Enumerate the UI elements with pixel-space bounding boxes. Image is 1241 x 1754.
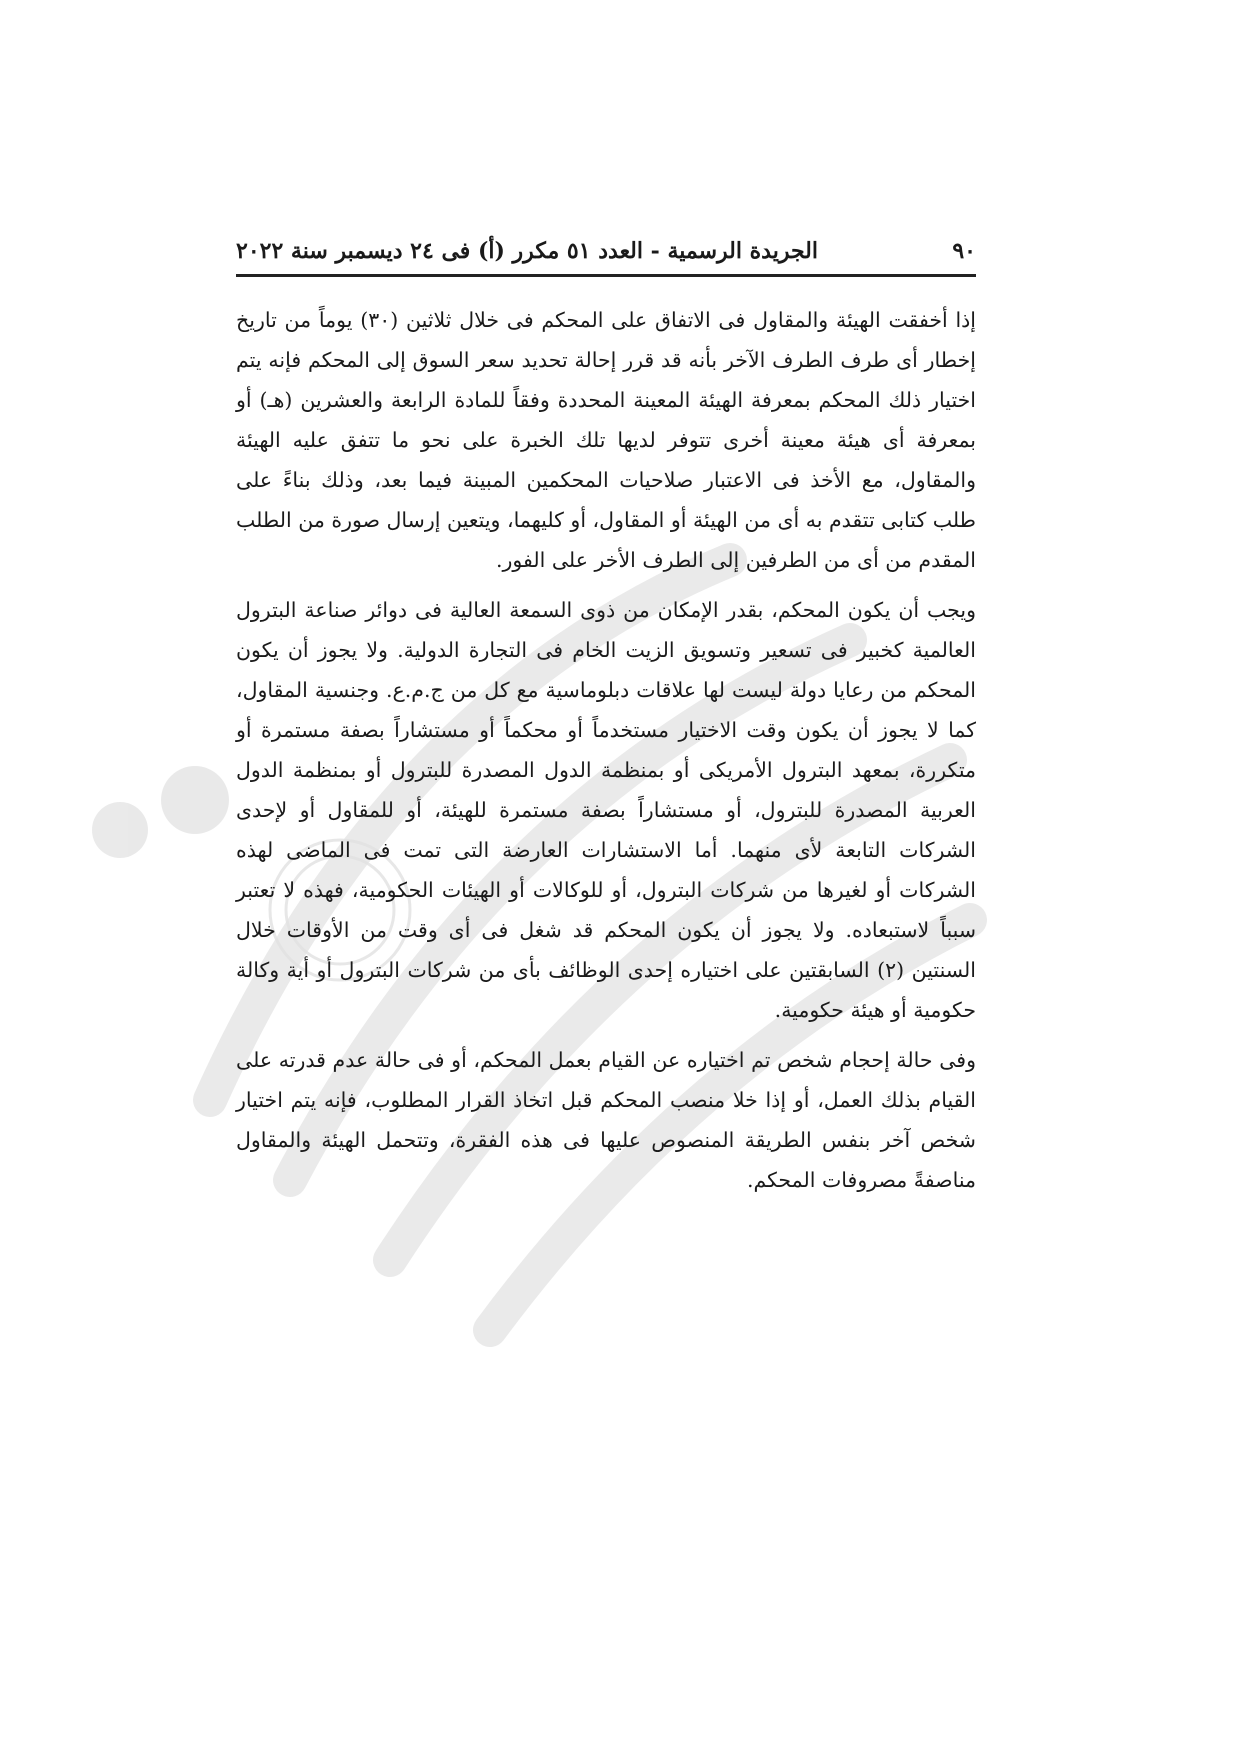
paragraph: وفى حالة إحجام شخص تم اختياره عن القيام بعمل المحكم، أو فى حالة عدم قدرته على القيام بذلك العمل، أو إذا خلا منصب المحكم قبل اتخاذ القرار المطلوب، فإنه يتم اختيار شخص آخر بنفس الطريقة المنصوص عليها فى هذه الفقرة، وتتحمل الهيئة والمقاول مناصفةً مصروفات المحكم. xyxy=(236,1048,976,1192)
gazette-title: الجريدة الرسمية - العدد ٥١ مكرر (أ) فى ٢٤ ديسمبر سنة ٢٠٢٢ xyxy=(236,238,818,264)
paragraph: ويجب أن يكون المحكم، بقدر الإمكان من ذوى السمعة العالية فى دوائر صناعة البترول العالمية كخبير فى تسعير وتسويق الزيت الخام فى التجارة الدولية. ولا يجوز أن يكون المحكم من رعايا دولة ليست لها علاقات دبلوماسية مع كل من ج.م.ع. وجنسية المقاول، كما لا يجوز أن يكون وقت الاختيار مستخدماً أو محكماً أو مستشاراً بصفة مستمرة أو متكررة، بمعهد البترول الأمريكى أو بمنظمة الدول المصدرة للبترول أو بمنظمة الدول العربية المصدرة للبترول، أو مستشاراً بصفة مستمرة للهيئة، أو للمقاول أو لإحدى الشركات التابعة لأى منهما. أما الاستشارات العارضة التى تمت فى الماضى لهذه الشركات أو لغيرها من شركات البترول، أو للوكالات أو الهيئات الحكومية، فهذه لا تعتبر سبباً لاستبعاده. ولا يجوز أن يكون المحكم قد شغل فى أى وقت من الأوقات خلال السنتين (٢) السابقتين على اختياره إحدى الوظائف بأى من شركات البترول أو أية وكالة حكومية أو هيئة حكومية. xyxy=(236,598,976,1022)
paragraph: إذا أخفقت الهيئة والمقاول فى الاتفاق على المحكم فى خلال ثلاثين (٣٠) يوماً من تاريخ إخطار أى طرف الطرف الآخر بأنه قد قرر إحالة تحديد سعر السوق إلى المحكم فإنه يتم اختيار ذلك المحكم بمعرفة الهيئة المعينة المحددة وفقاً للمادة الرابعة والعشرين (هـ) أو بمعرفة أى هيئة معينة أخرى تتوفر لديها تلك الخبرة على نحو ما تتفق عليه الهيئة والمقاول، مع الأخذ فى الاعتبار صلاحيات المحكمين المبينة فيما بعد، وذلك بناءً على طلب كتابى تتقدم به أى من الهيئة أو المقاول، أو كليهما، ويتعين إرسال صورة من الطلب المقدم من أى من الطرفين إلى الطرف الأخر على الفور. xyxy=(236,308,976,572)
page-header xyxy=(236,228,976,277)
document-body xyxy=(236,300,976,1210)
page-number: ٩٠ xyxy=(952,238,976,264)
